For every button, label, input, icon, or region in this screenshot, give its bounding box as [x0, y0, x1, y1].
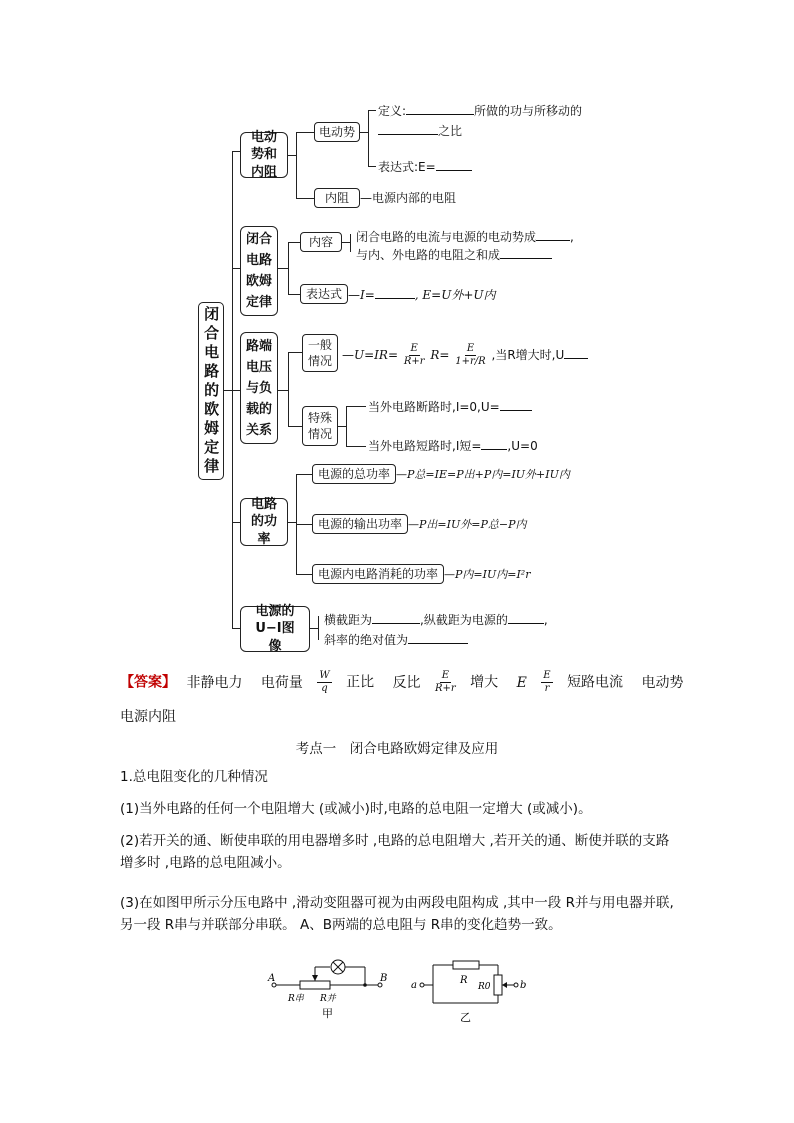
terminal-b: b — [520, 980, 527, 991]
expression-node: 表达式 — [300, 284, 348, 304]
emf-definition: 定义: 所做的功与所移动的 — [378, 104, 583, 118]
root-box: 闭合电路的欧姆定律 — [198, 302, 224, 480]
terminal-A: A — [268, 973, 276, 984]
total-power-node: 电源的总功率 — [312, 464, 396, 484]
terminal-a: a — [411, 980, 417, 991]
paragraph-2: (2)若开关的通、断使串联的用电器增多时 ,电路的总电阻增大 ,若开关的通、断使并联的支路增多时 ,电路的总电阻减小。 — [120, 833, 670, 871]
label-R0: R0 — [478, 982, 491, 992]
label-r-parallel: R并 — [320, 994, 336, 1004]
answer-line: 【答案】 非静电力 电荷量 $\frac{W}{q}$ 正比 反比 $\frac{E}{R+r}$ 增大 E $\frac{E}{r}$ 短路电流 电动势 — [120, 670, 684, 694]
law-box: 闭合电路欧姆定律 — [240, 226, 278, 316]
internal-power-node: 电源内电路消耗的功率 — [312, 564, 444, 584]
terminal-box: 路端电压与负载的关系 — [240, 332, 278, 444]
emf-box: 电动势和内阻 — [240, 132, 288, 178]
total-power-formula: —P总=IE=P出+P内=IU外+IU内 — [396, 468, 570, 481]
emf-definition-cont: 之比 — [378, 122, 462, 139]
content-node: 内容 — [300, 232, 342, 252]
label-R: R — [460, 975, 468, 986]
special-case-node: 特殊情况 — [302, 406, 338, 446]
power-box: 电路的功率 — [240, 498, 288, 546]
terminal-B: B — [380, 973, 388, 984]
general-case-node: 一般情况 — [302, 334, 338, 372]
ui-graph-box: 电源的U−I图像 — [240, 606, 310, 652]
answer-label: 【答案】 — [120, 674, 176, 691]
emf-expression: 表达式:E= — [378, 158, 472, 175]
ui-graph-line2: 斜率的绝对值为 — [324, 631, 468, 648]
circuit-figure-a — [260, 955, 400, 1025]
ui-graph-line1: 横截距为 ,纵截距为电源的 , — [324, 613, 548, 627]
output-power-node: 电源的输出功率 — [312, 514, 408, 534]
law-expression: —I= , E=U外+U内 — [348, 288, 496, 302]
short-circuit: 当外电路短路时,I短= ,U=0 — [368, 439, 538, 453]
paragraph-1: (1)当外电路的任何一个电阻增大 (或减小)时,电路的总电阻一定增大 (或减小)。 — [120, 801, 592, 817]
answer-line2: 电源内阻 — [120, 709, 176, 725]
open-circuit: 当外电路断路时,I=0,U= — [368, 398, 532, 415]
general-formula: —U=IR= $\frac{E}{R+r}$ R= $\frac{E}{1+r/R}$ ,当R增大时,U — [342, 340, 588, 370]
root-connector — [224, 390, 232, 391]
inner-resistance-node: 内阻 — [314, 188, 360, 208]
circuit-figure-b — [408, 955, 538, 1025]
caption-b: 乙 — [460, 1011, 471, 1024]
label-r-series: R串 — [288, 994, 304, 1004]
output-power-formula: —P出=IU外=P总−P内 — [408, 518, 527, 531]
content-line1: 闭合电路的电流与电源的电动势成 , — [356, 230, 574, 244]
heading-1: 1.总电阻变化的几种情况 — [120, 769, 268, 785]
inner-resistance-desc: —电源内部的电阻 — [360, 191, 457, 205]
caption-a: 甲 — [322, 1007, 333, 1020]
emf-node: 电动势 — [314, 122, 360, 142]
content-line2: 与内、外电路的电阻之和成 — [356, 246, 552, 263]
internal-power-formula: —P内=IU内=I²r — [444, 568, 531, 581]
paragraph-3: (3)在如图甲所示分压电路中 ,滑动变阻器可视为由两段电阻构成 ,其中一段 R并与用电器并联,另一段 R串与并联部分串联。 A、B两端的总电阻与 R串的变化趋势一致。 — [120, 895, 674, 933]
section-title: 考点一 闭合电路欧姆定律及应用 — [295, 741, 499, 757]
